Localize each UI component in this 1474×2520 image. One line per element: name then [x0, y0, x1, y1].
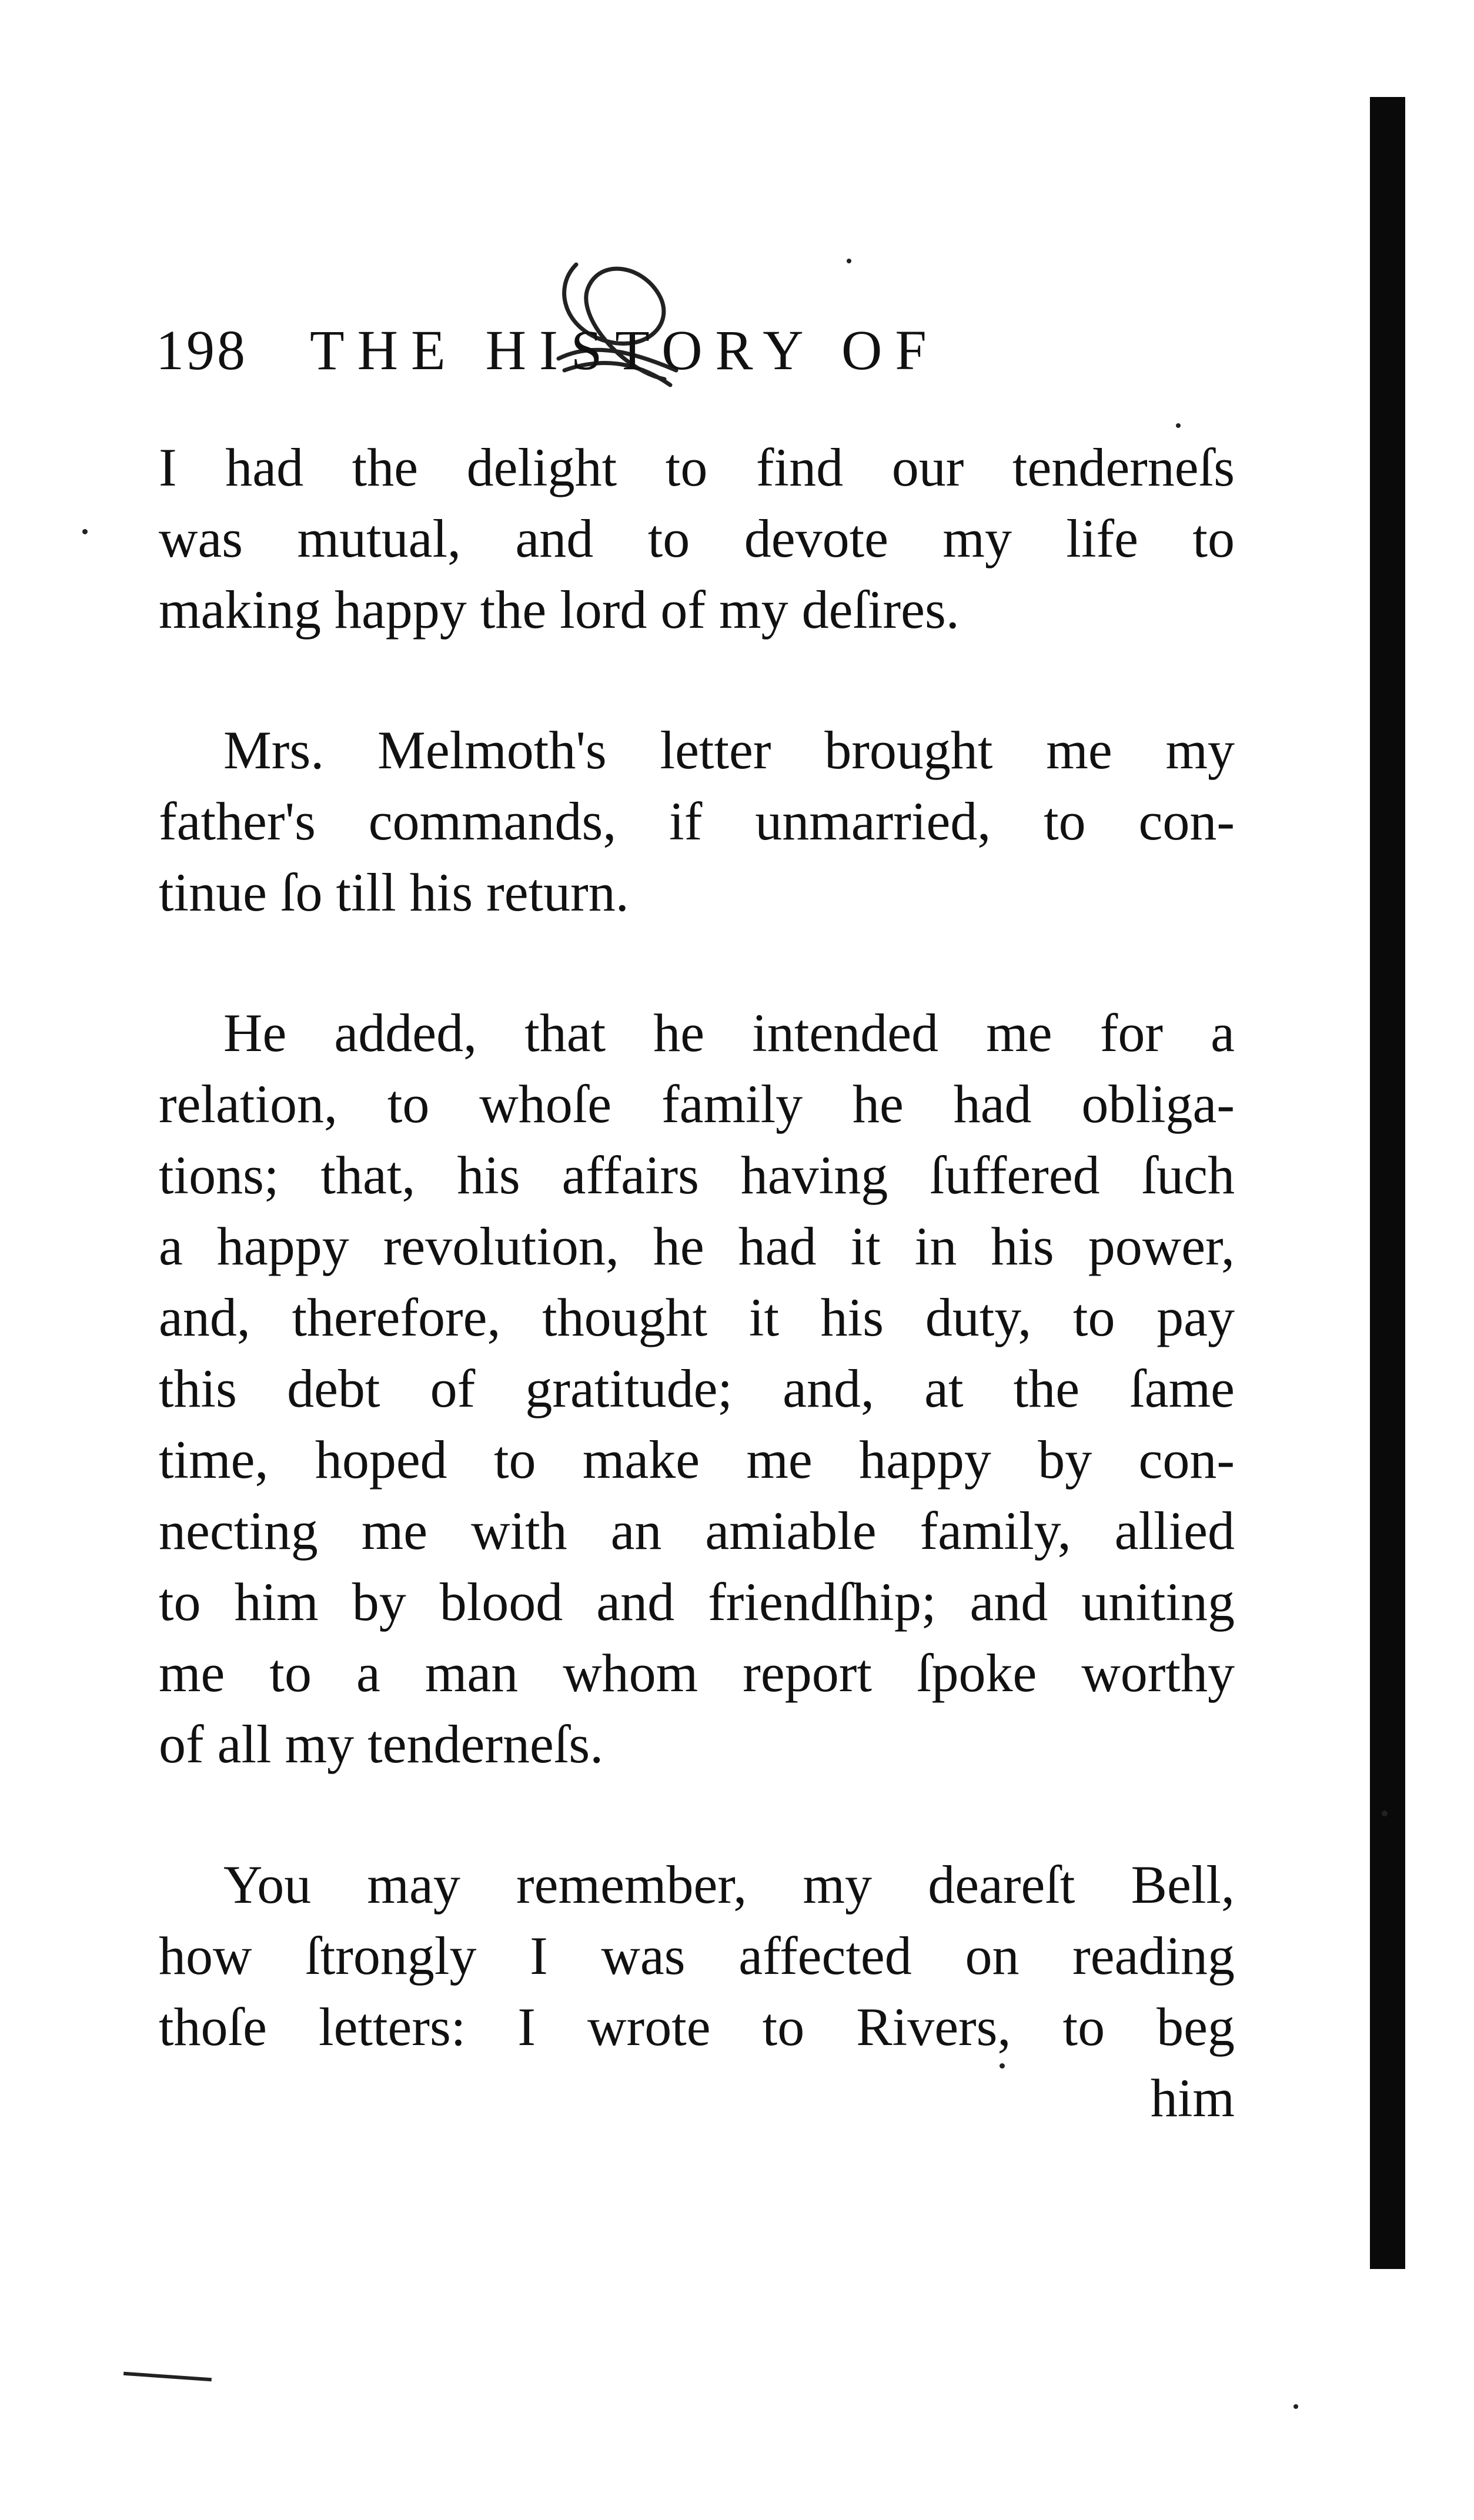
text-line: and, therefore, thought it his duty, to pay [159, 1287, 1235, 1347]
paper-speck [1176, 423, 1181, 428]
paper-speck [1293, 2404, 1298, 2409]
text-line: was mutual, and to devote my life to [159, 508, 1235, 568]
text-line: of all my tenderneſs. [159, 1714, 604, 1774]
text-line: time, hoped to make me happy by con- [159, 1430, 1235, 1490]
text-line: I had the delight to find our tenderneſs [159, 437, 1235, 497]
paragraph-2 [159, 715, 1235, 928]
running-header [156, 317, 1214, 406]
paper-speck [82, 529, 88, 534]
body-text [159, 432, 1235, 2134]
text-line: father's commands, if unmarried, to con- [159, 791, 1235, 851]
text-line: me to a man whom report ſpoke worthy [159, 1643, 1235, 1703]
binding-edge-shadow [1370, 97, 1405, 2269]
text-line: a happy revolution, he had it in his power, [159, 1216, 1235, 1276]
paragraph-4 [159, 1849, 1235, 2134]
stray-ink-dash [123, 2372, 212, 2381]
text-line: You may remember, my deareſt Bell, [223, 1855, 1235, 1915]
running-title: THE HISTORY OF [310, 319, 940, 381]
paper-speck [847, 259, 851, 263]
text-line: making happy the lord of my deſires. [159, 580, 960, 640]
text-line: He added, that he intended me for a [223, 1003, 1235, 1063]
catchword: him [1150, 2068, 1235, 2128]
text-line: how ſtrongly I was affected on reading [159, 1926, 1235, 1986]
paragraph-3 [159, 998, 1235, 1780]
page-number: 198 [156, 319, 248, 381]
text-line: to him by blood and friendſhip; and uniting [159, 1572, 1235, 1632]
text-line: this debt of gratitude; and, at the ſame [159, 1358, 1235, 1418]
paragraph-1 [159, 432, 1235, 645]
text-line: relation, to whoſe family he had obliga- [159, 1074, 1235, 1134]
text-line: Mrs. Melmoth's letter brought me my [223, 720, 1235, 780]
paper-speck [1382, 1810, 1388, 1816]
text-line: tions; that, his affairs having ſuffered ſuch [159, 1145, 1235, 1205]
text-line: tinue ſo till his return. [159, 862, 629, 922]
text-line: necting me with an amiable family, allied [159, 1501, 1235, 1561]
paper-speck [1000, 2063, 1005, 2069]
text-line: thoſe letters: I wrote to Rivers, to beg [159, 1997, 1235, 2057]
